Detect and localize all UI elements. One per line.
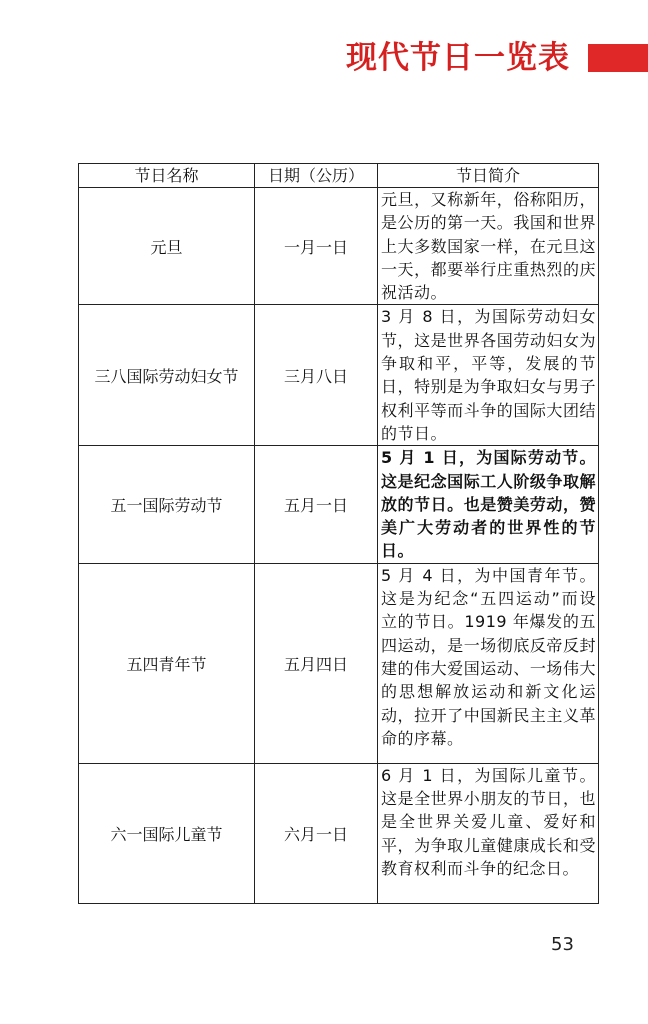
column-header-date: 日期（公历） <box>255 164 378 188</box>
festival-date-cell: 五月一日 <box>255 446 378 563</box>
table-row <box>79 563 599 763</box>
column-header-name: 节日名称 <box>79 164 255 188</box>
festival-intro-cell: 3 月 8 日，为国际劳动妇女节，这是世界各国劳动妇女为争取和平，平等，发展的节日，特别是为争取妇女与男子权利平等而斗争的国际大团结的节日。 <box>378 305 599 446</box>
festival-date-cell: 六月一日 <box>255 763 378 903</box>
table-row <box>79 446 599 563</box>
title-accent-bar <box>588 44 648 72</box>
page-number: 53 <box>551 934 574 955</box>
festival-table <box>78 163 599 904</box>
table-row <box>79 188 599 305</box>
festival-intro-cell: 元旦，又称新年，俗称阳历，是公历的第一天。我国和世界上大多数国家一样，在元旦这一天，都要举行庄重热烈的庆祝活动。 <box>378 188 599 305</box>
table-row <box>79 763 599 903</box>
festival-name-cell: 五四青年节 <box>79 563 255 763</box>
festival-intro-cell: 5 月 4 日，为中国青年节。这是为纪念“五四运动”而设立的节日。1919 年爆发的五四运动，是一场彻底反帝反封建的伟大爱国运动、一场伟大的思想解放运动和新文化运动，拉开了中国新民主主义革命的序幕。 <box>378 563 599 763</box>
festival-name-cell: 六一国际儿童节 <box>79 763 255 903</box>
page-title: 现代节日一览表 <box>346 40 570 76</box>
festival-date-cell: 三月八日 <box>255 305 378 446</box>
festival-name-cell: 五一国际劳动节 <box>79 446 255 563</box>
column-header-intro: 节日简介 <box>378 164 599 188</box>
festival-intro-cell: 5 月 1 日，为国际劳动节。这是纪念国际工人阶级争取解放的节日。也是赞美劳动，赞美广大劳动者的世界性的节日。 <box>378 446 599 563</box>
festival-intro-cell: 6 月 1 日，为国际儿童节。这是全世界小朋友的节日，也是全世界关爱儿童、爱好和平，为争取儿童健康成长和受教育权利而斗争的纪念日。 <box>378 763 599 903</box>
table-row <box>79 305 599 446</box>
festival-name-cell: 元旦 <box>79 188 255 305</box>
table-header-row <box>79 164 599 188</box>
festival-date-cell: 一月一日 <box>255 188 378 305</box>
festival-name-cell: 三八国际劳动妇女节 <box>79 305 255 446</box>
festival-date-cell: 五月四日 <box>255 563 378 763</box>
